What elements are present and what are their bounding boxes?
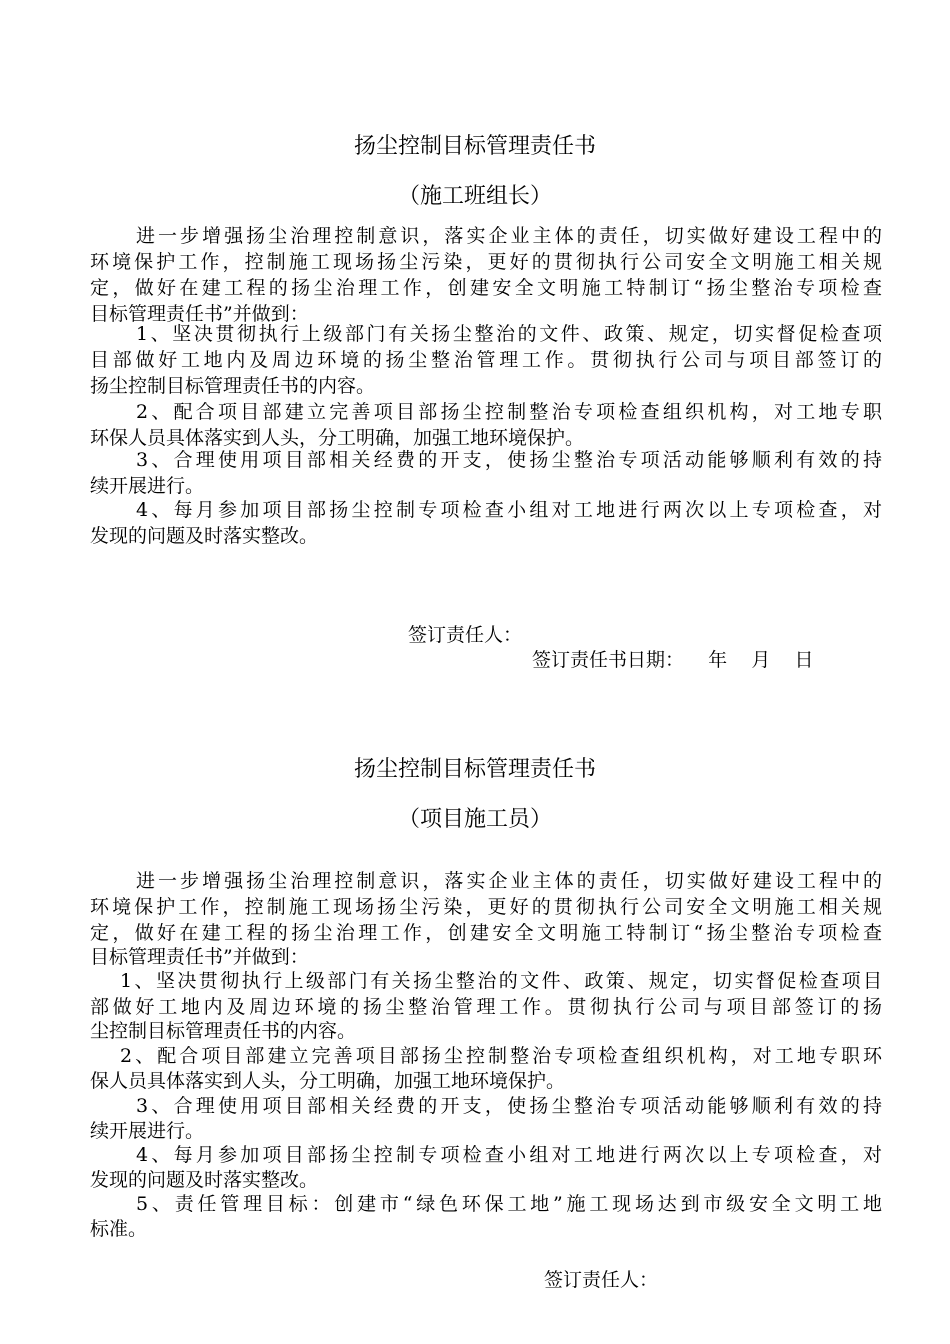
section2-item2-line: 保人员具体落实到人头，分工明确，加强工地环境保护。 [90,1070,566,1092]
section1-item3-line: 3、合理使用项目部相关经费的开支，使扬尘整治专项活动能够顺利有效的持 [136,449,882,471]
section2-intro-line: 环境保护工作，控制施工现场扬尘污染，更好的贯彻执行公司安全文明施工相关规 [90,896,882,918]
section1-signer-label: 签订责任人： [408,624,523,646]
section1-item2-line: 2、配合项目部建立完善项目部扬尘控制整治专项检查组织机构，对工地专职 [136,401,882,423]
section1-date-label: 签订责任书日期： 年 月 日 [532,649,814,671]
section1-item4-line: 4、每月参加项目部扬尘控制专项检查小组对工地进行两次以上专项检查，对 [136,499,882,521]
section1-intro-line: 目标管理责任书”并做到： [90,303,309,325]
section1-intro-line: 定，做好在建工程的扬尘治理工作，创建安全文明施工特制订“扬尘整治专项检查 [90,277,882,299]
section1-title: 扬尘控制目标管理责任书 [353,134,596,159]
section2-intro-line: 进一步增强扬尘治理控制意识，落实企业主体的责任，切实做好建设工程中的 [136,870,882,892]
section2-subtitle: （项目施工员） [397,807,552,832]
section2-item4-line: 4、每月参加项目部扬尘控制专项检查小组对工地进行两次以上专项检查，对 [136,1144,882,1166]
section1-item3-line: 续开展进行。 [90,475,205,497]
section2-item3-line: 3、合理使用项目部相关经费的开支，使扬尘整治专项活动能够顺利有效的持 [136,1095,882,1117]
section1-item2-line: 环保人员具体落实到人头，分工明确，加强工地环境保护。 [90,427,585,449]
section2-item1-line: 部做好工地内及周边环境的扬尘整治管理工作。贯彻执行公司与项目部签订的扬 [90,996,882,1018]
section1-intro-line: 环境保护工作，控制施工现场扬尘污染，更好的贯彻执行公司安全文明施工相关规 [90,251,882,273]
section2-intro-line: 定，做好在建工程的扬尘治理工作，创建安全文明施工特制订“扬尘整治专项检查 [90,922,882,944]
section2-item5-line: 标准。 [90,1218,148,1240]
section1-item4-line: 发现的问题及时落实整改。 [90,525,319,547]
section1-item1-line: 1、坚决贯彻执行上级部门有关扬尘整治的文件、政策、规定，切实督促检查项 [136,323,882,345]
section2-title: 扬尘控制目标管理责任书 [353,757,596,782]
section1-subtitle: （施工班组长） [397,184,552,209]
section2-item1-line: 1、坚决贯彻执行上级部门有关扬尘整治的文件、政策、规定，切实督促检查项目 [120,970,882,992]
section1-item1-line: 扬尘控制目标管理责任书的内容。 [90,375,376,397]
section2-item1-line: 尘控制目标管理责任书的内容。 [90,1020,357,1042]
section2-item2-line: 2、配合项目部建立完善项目部扬尘控制整治专项检查组织机构，对工地专职环 [120,1045,882,1067]
section2-item4-line: 发现的问题及时落实整改。 [90,1169,319,1191]
section2-intro-line: 目标管理责任书”并做到： [90,946,309,968]
section2-signer-label: 签订责任人： [544,1269,659,1291]
section2-item3-line: 续开展进行。 [90,1120,205,1142]
section1-intro-line: 进一步增强扬尘治理控制意识，落实企业主体的责任，切实做好建设工程中的 [136,225,882,247]
section1-item1-line: 目部做好工地内及周边环境的扬尘整治管理工作。贯彻执行公司与项目部签订的 [90,349,882,371]
section2-item5-line: 5、责任管理目标：创建市“绿色环保工地”施工现场达到市级安全文明工地 [136,1193,882,1215]
